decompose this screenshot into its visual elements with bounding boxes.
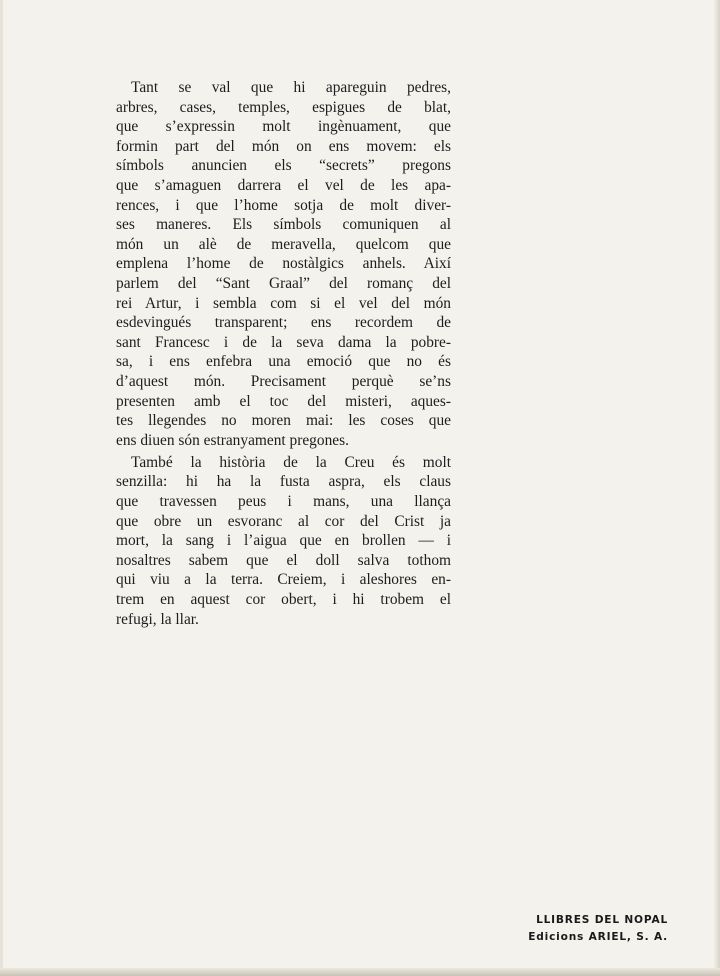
series-name: LLIBRES DEL NOPAL: [536, 914, 668, 926]
text-line: tes llegendes no moren mai: les coses que: [116, 412, 451, 430]
text-line: esdevingués transparent; ens recordem de: [116, 314, 451, 332]
text-line: món un alè de meravella, quelcom que: [116, 235, 451, 253]
body-text: [116, 78, 451, 629]
text-line: sa, i ens enfebra una emoció que no és: [116, 353, 451, 371]
text-line: que s’amaguen darrera el vel de les apa-: [116, 176, 451, 194]
text-line: rei Artur, i sembla com si el vel del món: [116, 294, 451, 312]
text-line: També la història de la Creu és molt: [131, 453, 451, 471]
text-line: arbres, cases, temples, espigues de blat,: [116, 98, 451, 116]
publisher-name: Edicions ARIEL, S. A.: [528, 931, 668, 943]
text-line: nosaltres sabem que el doll salva tothom: [116, 551, 451, 569]
text-line: senzilla: hi ha la fusta aspra, els claus: [116, 473, 451, 491]
text-line: que s’expressin molt ingènuament, que: [116, 118, 451, 136]
text-line: emplena l’home de nostàlgics anhels. Així: [116, 255, 451, 273]
text-line: ses maneres. Els símbols comuniquen al: [116, 216, 451, 234]
paragraph-2: [116, 453, 451, 629]
text-line: rences, i que l’home sotja de molt diver-: [116, 196, 451, 214]
text-line: Tant se val que hi apareguin pedres,: [131, 79, 451, 96]
text-line: sant Francesc i de la seva dama la pobre-: [116, 333, 451, 351]
text-line: d’aquest món. Precisament perquè se’ns: [116, 372, 451, 390]
publisher-imprint: [528, 912, 668, 946]
page-right-edge: [714, 0, 720, 976]
text-line: símbols anuncien els “secrets” pregons: [116, 157, 451, 175]
text-line: refugi, la llar.: [116, 610, 199, 628]
text-line: parlem del “Sant Graal” del romanç del: [116, 274, 451, 292]
text-line: mort, la sang i l’aigua que en brollen — i: [116, 532, 451, 550]
text-line: que travessen peus i mans, una llança: [116, 492, 451, 510]
text-line: presenten amb el toc del misteri, aques-: [116, 392, 451, 410]
paragraph-1: [116, 78, 451, 450]
page-left-edge: [0, 0, 3, 976]
text-line: que obre un esvoranc al cor del Crist ja: [116, 512, 451, 530]
page-bottom-edge: [0, 968, 720, 976]
text-line: formin part del món on ens movem: els: [116, 137, 451, 155]
text-line: trem en aquest cor obert, i hi trobem el: [116, 590, 451, 608]
text-line: qui viu a la terra. Creiem, i aleshores en-: [116, 571, 451, 589]
text-line: ens diuen són estranyament pregones.: [116, 431, 349, 449]
